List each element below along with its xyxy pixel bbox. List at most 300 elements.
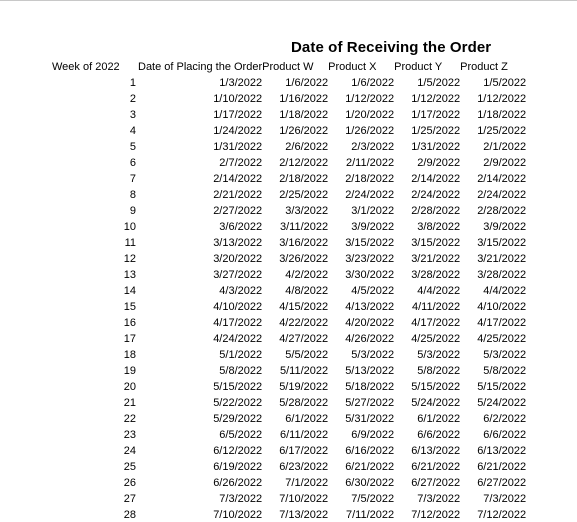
product-x-cell-text: 1/6/2022 bbox=[351, 77, 395, 89]
placed-date-cell-text: 1/24/2022 bbox=[213, 125, 263, 137]
placed-date-cell[interactable] bbox=[138, 203, 262, 219]
header-week[interactable]: Week of 2022 bbox=[52, 61, 120, 73]
product-z-cell-text: 4/10/2022 bbox=[477, 301, 527, 313]
product-w-cell[interactable] bbox=[262, 155, 328, 171]
product-z-cell-text: 5/15/2022 bbox=[477, 381, 527, 393]
product-y-cell[interactable] bbox=[394, 171, 460, 187]
table-row bbox=[52, 107, 526, 123]
product-x-cell-text: 3/9/2022 bbox=[351, 221, 395, 233]
sheet-title: Date of Receiving the Order bbox=[291, 39, 492, 56]
product-y-cell-text: 6/6/2022 bbox=[417, 429, 461, 441]
week-cell-text: 7 bbox=[129, 173, 136, 185]
week-cell[interactable] bbox=[52, 267, 138, 283]
placed-date-cell[interactable] bbox=[138, 411, 262, 427]
product-y-cell-text: 5/3/2022 bbox=[417, 349, 461, 361]
header-placed[interactable]: Date of Placing the Order bbox=[138, 61, 263, 73]
product-w-cell[interactable] bbox=[262, 299, 328, 315]
product-y-cell[interactable] bbox=[394, 347, 460, 363]
product-w-cell[interactable] bbox=[262, 219, 328, 235]
product-x-cell[interactable] bbox=[328, 491, 394, 507]
product-x-cell-text: 2/11/2022 bbox=[346, 157, 395, 169]
product-w-cell[interactable] bbox=[262, 427, 328, 443]
placed-date-cell-text: 4/17/2022 bbox=[213, 317, 263, 329]
week-cell[interactable] bbox=[52, 123, 138, 139]
product-x-cell[interactable] bbox=[328, 187, 394, 203]
product-z-cell[interactable] bbox=[460, 363, 526, 379]
product-w-cell[interactable] bbox=[262, 347, 328, 363]
product-y-cell-text: 2/9/2022 bbox=[417, 157, 461, 169]
table-row bbox=[52, 219, 526, 235]
week-cell-text: 13 bbox=[123, 269, 136, 281]
week-cell[interactable] bbox=[52, 395, 138, 411]
table-row bbox=[52, 363, 526, 379]
product-x-cell-text: 3/30/2022 bbox=[345, 269, 395, 281]
product-w-cell[interactable] bbox=[262, 203, 328, 219]
product-x-cell-text: 7/11/2022 bbox=[346, 509, 395, 521]
product-y-cell[interactable] bbox=[394, 411, 460, 427]
table-row bbox=[52, 443, 526, 459]
product-z-cell[interactable] bbox=[460, 347, 526, 363]
placed-date-cell[interactable] bbox=[138, 235, 262, 251]
product-y-cell[interactable] bbox=[394, 267, 460, 283]
product-w-cell-text: 2/18/2022 bbox=[279, 173, 329, 185]
table-row bbox=[52, 427, 526, 443]
week-cell[interactable] bbox=[52, 379, 138, 395]
product-x-cell[interactable] bbox=[328, 139, 394, 155]
product-w-cell-text: 6/23/2022 bbox=[279, 461, 329, 473]
week-cell[interactable] bbox=[52, 507, 138, 522]
placed-date-cell-text: 3/6/2022 bbox=[219, 221, 263, 233]
week-cell[interactable] bbox=[52, 315, 138, 331]
product-w-cell[interactable] bbox=[262, 379, 328, 395]
placed-date-cell[interactable] bbox=[138, 283, 262, 299]
product-w-cell[interactable] bbox=[262, 315, 328, 331]
week-cell[interactable] bbox=[52, 347, 138, 363]
header-row bbox=[52, 59, 526, 75]
product-w-cell[interactable] bbox=[262, 123, 328, 139]
table-row bbox=[52, 235, 526, 251]
week-cell-text: 18 bbox=[123, 349, 136, 361]
product-x-cell[interactable] bbox=[328, 507, 394, 522]
product-y-cell-text: 1/5/2022 bbox=[417, 77, 461, 89]
product-y-cell-text: 1/25/2022 bbox=[411, 125, 461, 137]
product-w-cell[interactable] bbox=[262, 395, 328, 411]
product-z-cell[interactable] bbox=[460, 283, 526, 299]
product-y-cell[interactable] bbox=[394, 219, 460, 235]
header-product-w[interactable]: Product W bbox=[262, 61, 314, 73]
product-y-cell[interactable] bbox=[394, 395, 460, 411]
product-y-cell-text: 3/15/2022 bbox=[411, 237, 461, 249]
product-z-cell[interactable] bbox=[460, 331, 526, 347]
table-row bbox=[52, 267, 526, 283]
product-z-cell-text: 2/1/2022 bbox=[483, 141, 527, 153]
product-w-cell[interactable] bbox=[262, 75, 328, 91]
placed-date-cell[interactable] bbox=[138, 315, 262, 331]
product-z-cell-text: 3/9/2022 bbox=[483, 221, 527, 233]
week-cell[interactable] bbox=[52, 411, 138, 427]
product-y-cell-text: 6/27/2022 bbox=[411, 477, 461, 489]
product-y-cell[interactable] bbox=[394, 299, 460, 315]
product-y-cell[interactable] bbox=[394, 443, 460, 459]
placed-date-cell[interactable] bbox=[138, 395, 262, 411]
product-z-cell-text: 7/12/2022 bbox=[477, 509, 527, 521]
product-x-cell[interactable] bbox=[328, 283, 394, 299]
week-cell-text: 12 bbox=[123, 253, 136, 265]
product-w-cell[interactable] bbox=[262, 491, 328, 507]
product-z-cell[interactable] bbox=[460, 235, 526, 251]
table-row bbox=[52, 507, 526, 522]
week-cell[interactable] bbox=[52, 91, 138, 107]
week-cell[interactable] bbox=[52, 331, 138, 347]
product-x-cell-text: 5/27/2022 bbox=[345, 397, 395, 409]
product-w-cell-text: 5/28/2022 bbox=[279, 397, 329, 409]
placed-date-cell[interactable] bbox=[138, 347, 262, 363]
placed-date-cell-text: 3/20/2022 bbox=[213, 253, 263, 265]
product-z-cell[interactable] bbox=[460, 459, 526, 475]
product-z-cell[interactable] bbox=[460, 75, 526, 91]
product-x-cell[interactable] bbox=[328, 267, 394, 283]
product-z-cell-text: 1/25/2022 bbox=[477, 125, 527, 137]
placed-date-cell-text: 1/3/2022 bbox=[219, 77, 263, 89]
table-row bbox=[52, 395, 526, 411]
product-w-cell[interactable] bbox=[262, 459, 328, 475]
table-row bbox=[52, 331, 526, 347]
product-y-cell-text: 1/17/2022 bbox=[411, 109, 461, 121]
week-cell[interactable] bbox=[52, 475, 138, 491]
table-row bbox=[52, 379, 526, 395]
placed-date-cell[interactable] bbox=[138, 507, 262, 522]
product-w-cell[interactable] bbox=[262, 475, 328, 491]
week-cell-text: 20 bbox=[123, 381, 136, 393]
product-y-cell[interactable] bbox=[394, 283, 460, 299]
table-row bbox=[52, 75, 526, 91]
product-x-cell[interactable] bbox=[328, 107, 394, 123]
product-w-cell[interactable] bbox=[262, 267, 328, 283]
product-y-cell[interactable] bbox=[394, 363, 460, 379]
placed-date-cell[interactable] bbox=[138, 491, 262, 507]
product-x-cell[interactable] bbox=[328, 235, 394, 251]
week-cell-text: 10 bbox=[123, 221, 136, 233]
placed-date-cell[interactable] bbox=[138, 475, 262, 491]
week-cell[interactable] bbox=[52, 187, 138, 203]
data-table bbox=[52, 59, 526, 522]
product-y-cell[interactable] bbox=[394, 251, 460, 267]
product-y-cell[interactable] bbox=[394, 507, 460, 522]
product-w-cell[interactable] bbox=[262, 171, 328, 187]
placed-date-cell-text: 6/12/2022 bbox=[213, 445, 263, 457]
product-x-cell-text: 3/1/2022 bbox=[351, 205, 395, 217]
product-z-cell[interactable] bbox=[460, 171, 526, 187]
week-cell[interactable] bbox=[52, 139, 138, 155]
product-z-cell-text: 6/6/2022 bbox=[483, 429, 527, 441]
placed-date-cell-text: 2/14/2022 bbox=[213, 173, 263, 185]
week-cell-text: 22 bbox=[123, 413, 136, 425]
product-x-cell[interactable] bbox=[328, 411, 394, 427]
product-x-cell-text: 6/30/2022 bbox=[345, 477, 395, 489]
product-z-cell-text: 2/28/2022 bbox=[477, 205, 527, 217]
product-x-cell-text: 5/31/2022 bbox=[345, 413, 395, 425]
placed-date-cell[interactable] bbox=[138, 91, 262, 107]
placed-date-cell-text: 5/1/2022 bbox=[219, 349, 263, 361]
header-product-y[interactable]: Product Y bbox=[394, 61, 443, 73]
week-cell[interactable] bbox=[52, 427, 138, 443]
product-w-cell-text: 2/25/2022 bbox=[279, 189, 329, 201]
product-y-cell[interactable] bbox=[394, 203, 460, 219]
product-z-cell[interactable] bbox=[460, 203, 526, 219]
product-w-cell[interactable] bbox=[262, 283, 328, 299]
table-body bbox=[52, 75, 526, 522]
placed-date-cell[interactable] bbox=[138, 219, 262, 235]
product-w-cell[interactable] bbox=[262, 331, 328, 347]
product-y-cell-text: 3/28/2022 bbox=[411, 269, 461, 281]
product-z-cell[interactable] bbox=[460, 395, 526, 411]
product-x-cell[interactable] bbox=[328, 347, 394, 363]
placed-date-cell-text: 1/10/2022 bbox=[213, 93, 263, 105]
week-cell-text: 9 bbox=[129, 205, 136, 217]
product-x-cell[interactable] bbox=[328, 395, 394, 411]
product-w-cell[interactable] bbox=[262, 251, 328, 267]
product-z-cell[interactable] bbox=[460, 155, 526, 171]
product-w-cell-text: 4/22/2022 bbox=[279, 317, 329, 329]
placed-date-cell[interactable] bbox=[138, 267, 262, 283]
week-cell[interactable] bbox=[52, 363, 138, 379]
week-cell[interactable] bbox=[52, 219, 138, 235]
product-x-cell[interactable] bbox=[328, 475, 394, 491]
product-z-cell[interactable] bbox=[460, 139, 526, 155]
product-x-cell[interactable] bbox=[328, 443, 394, 459]
header-product-x[interactable]: Product X bbox=[328, 61, 377, 73]
product-x-cell[interactable] bbox=[328, 155, 394, 171]
week-cell[interactable] bbox=[52, 459, 138, 475]
product-x-cell[interactable] bbox=[328, 91, 394, 107]
product-w-cell[interactable] bbox=[262, 235, 328, 251]
product-y-cell-text: 5/8/2022 bbox=[417, 365, 461, 377]
product-w-cell-text: 7/1/2022 bbox=[285, 477, 329, 489]
product-z-cell[interactable] bbox=[460, 107, 526, 123]
table-row bbox=[52, 91, 526, 107]
product-z-cell[interactable] bbox=[460, 219, 526, 235]
placed-date-cell[interactable] bbox=[138, 443, 262, 459]
table-row bbox=[52, 299, 526, 315]
placed-date-cell[interactable] bbox=[138, 427, 262, 443]
week-cell[interactable] bbox=[52, 155, 138, 171]
product-y-cell[interactable] bbox=[394, 459, 460, 475]
product-x-cell[interactable] bbox=[328, 203, 394, 219]
placed-date-cell[interactable] bbox=[138, 155, 262, 171]
product-x-cell-text: 7/5/2022 bbox=[351, 493, 395, 505]
placed-date-cell-text: 1/31/2022 bbox=[213, 141, 263, 153]
product-w-cell-text: 2/6/2022 bbox=[285, 141, 329, 153]
product-y-cell[interactable] bbox=[394, 123, 460, 139]
product-y-cell[interactable] bbox=[394, 187, 460, 203]
week-cell-text: 3 bbox=[129, 109, 136, 121]
product-w-cell-text: 3/11/2022 bbox=[280, 221, 329, 233]
product-w-cell[interactable] bbox=[262, 91, 328, 107]
table-row bbox=[52, 155, 526, 171]
product-y-cell-text: 6/13/2022 bbox=[411, 445, 461, 457]
product-y-cell[interactable] bbox=[394, 235, 460, 251]
placed-date-cell[interactable] bbox=[138, 171, 262, 187]
week-cell-text: 23 bbox=[123, 429, 136, 441]
placed-date-cell-text: 5/29/2022 bbox=[213, 413, 263, 425]
product-z-cell[interactable] bbox=[460, 379, 526, 395]
product-y-cell[interactable] bbox=[394, 139, 460, 155]
product-w-cell-text: 5/5/2022 bbox=[285, 349, 329, 361]
week-cell-text: 8 bbox=[129, 189, 136, 201]
table-row bbox=[52, 251, 526, 267]
product-y-cell[interactable] bbox=[394, 331, 460, 347]
placed-date-cell[interactable] bbox=[138, 107, 262, 123]
week-cell-text: 26 bbox=[123, 477, 136, 489]
product-x-cell-text: 4/20/2022 bbox=[345, 317, 395, 329]
week-cell-text: 2 bbox=[129, 93, 136, 105]
product-y-cell[interactable] bbox=[394, 75, 460, 91]
product-w-cell-text: 7/10/2022 bbox=[279, 493, 329, 505]
product-w-cell-text: 1/18/2022 bbox=[279, 109, 329, 121]
product-z-cell[interactable] bbox=[460, 267, 526, 283]
product-z-cell[interactable] bbox=[460, 443, 526, 459]
product-y-cell-text: 2/24/2022 bbox=[411, 189, 461, 201]
product-y-cell-text: 3/8/2022 bbox=[417, 221, 461, 233]
week-cell[interactable] bbox=[52, 203, 138, 219]
product-z-cell[interactable] bbox=[460, 507, 526, 522]
placed-date-cell[interactable] bbox=[138, 187, 262, 203]
product-x-cell[interactable] bbox=[328, 379, 394, 395]
product-z-cell-text: 1/18/2022 bbox=[477, 109, 527, 121]
product-w-cell[interactable] bbox=[262, 139, 328, 155]
week-cell[interactable] bbox=[52, 171, 138, 187]
product-x-cell-text: 2/18/2022 bbox=[345, 173, 395, 185]
table-row bbox=[52, 347, 526, 363]
product-x-cell[interactable] bbox=[328, 315, 394, 331]
product-z-cell[interactable] bbox=[460, 251, 526, 267]
product-y-cell[interactable] bbox=[394, 107, 460, 123]
product-x-cell[interactable] bbox=[328, 123, 394, 139]
product-y-cell[interactable] bbox=[394, 427, 460, 443]
product-w-cell[interactable] bbox=[262, 363, 328, 379]
placed-date-cell-text: 7/3/2022 bbox=[219, 493, 263, 505]
product-x-cell[interactable] bbox=[328, 251, 394, 267]
week-cell-text: 21 bbox=[123, 397, 136, 409]
week-cell[interactable] bbox=[52, 75, 138, 91]
week-cell[interactable] bbox=[52, 283, 138, 299]
table-row bbox=[52, 283, 526, 299]
product-w-cell[interactable] bbox=[262, 443, 328, 459]
product-w-cell-text: 1/6/2022 bbox=[285, 77, 329, 89]
week-cell-text: 24 bbox=[123, 445, 136, 457]
product-y-cell[interactable] bbox=[394, 379, 460, 395]
product-x-cell-text: 2/24/2022 bbox=[345, 189, 395, 201]
week-cell-text: 17 bbox=[123, 333, 136, 345]
placed-date-cell[interactable] bbox=[138, 331, 262, 347]
product-w-cell[interactable] bbox=[262, 507, 328, 522]
week-cell[interactable] bbox=[52, 443, 138, 459]
week-cell[interactable] bbox=[52, 491, 138, 507]
product-z-cell[interactable] bbox=[460, 123, 526, 139]
placed-date-cell[interactable] bbox=[138, 251, 262, 267]
product-w-cell-text: 5/19/2022 bbox=[279, 381, 329, 393]
product-y-cell-text: 4/25/2022 bbox=[411, 333, 461, 345]
product-z-cell[interactable] bbox=[460, 427, 526, 443]
product-x-cell-text: 6/21/2022 bbox=[345, 461, 395, 473]
table-row bbox=[52, 411, 526, 427]
product-z-cell-text: 3/28/2022 bbox=[477, 269, 527, 281]
product-y-cell[interactable] bbox=[394, 315, 460, 331]
product-y-cell-text: 1/12/2022 bbox=[411, 93, 461, 105]
product-y-cell[interactable] bbox=[394, 91, 460, 107]
product-z-cell[interactable] bbox=[460, 91, 526, 107]
product-y-cell[interactable] bbox=[394, 475, 460, 491]
product-z-cell-text: 1/5/2022 bbox=[483, 77, 527, 89]
product-w-cell-text: 4/2/2022 bbox=[285, 269, 329, 281]
placed-date-cell[interactable] bbox=[138, 459, 262, 475]
week-cell[interactable] bbox=[52, 107, 138, 123]
table-row bbox=[52, 203, 526, 219]
product-y-cell-text: 4/11/2022 bbox=[412, 301, 461, 313]
product-y-cell-text: 2/28/2022 bbox=[411, 205, 461, 217]
product-w-cell[interactable] bbox=[262, 107, 328, 123]
product-w-cell-text: 5/11/2022 bbox=[280, 365, 329, 377]
week-cell[interactable] bbox=[52, 251, 138, 267]
product-x-cell-text: 1/26/2022 bbox=[345, 125, 395, 137]
product-y-cell[interactable] bbox=[394, 155, 460, 171]
product-x-cell[interactable] bbox=[328, 171, 394, 187]
week-cell-text: 1 bbox=[129, 77, 136, 89]
product-x-cell[interactable] bbox=[328, 363, 394, 379]
product-x-cell-text: 2/3/2022 bbox=[351, 141, 395, 153]
product-y-cell-text: 6/21/2022 bbox=[411, 461, 461, 473]
product-x-cell[interactable] bbox=[328, 75, 394, 91]
product-z-cell[interactable] bbox=[460, 187, 526, 203]
product-z-cell[interactable] bbox=[460, 315, 526, 331]
product-x-cell[interactable] bbox=[328, 331, 394, 347]
product-w-cell-text: 1/16/2022 bbox=[279, 93, 329, 105]
placed-date-cell[interactable] bbox=[138, 75, 262, 91]
header-product-z[interactable]: Product Z bbox=[460, 61, 508, 73]
product-y-cell[interactable] bbox=[394, 491, 460, 507]
week-cell-text: 11 bbox=[124, 237, 136, 249]
week-cell[interactable] bbox=[52, 235, 138, 251]
product-z-cell-text: 2/9/2022 bbox=[483, 157, 527, 169]
placed-date-cell[interactable] bbox=[138, 299, 262, 315]
week-cell[interactable] bbox=[52, 299, 138, 315]
product-x-cell[interactable] bbox=[328, 459, 394, 475]
placed-date-cell[interactable] bbox=[138, 379, 262, 395]
placed-date-cell-text: 2/27/2022 bbox=[213, 205, 263, 217]
placed-date-cell[interactable] bbox=[138, 139, 262, 155]
placed-date-cell-text: 6/19/2022 bbox=[213, 461, 263, 473]
week-cell-text: 27 bbox=[123, 493, 136, 505]
placed-date-cell[interactable] bbox=[138, 123, 262, 139]
week-cell-text: 19 bbox=[123, 365, 136, 377]
product-z-cell-text: 7/3/2022 bbox=[483, 493, 527, 505]
product-z-cell[interactable] bbox=[460, 491, 526, 507]
product-z-cell[interactable] bbox=[460, 475, 526, 491]
product-z-cell-text: 6/13/2022 bbox=[477, 445, 527, 457]
product-z-cell[interactable] bbox=[460, 411, 526, 427]
product-x-cell[interactable] bbox=[328, 219, 394, 235]
product-w-cell[interactable] bbox=[262, 187, 328, 203]
placed-date-cell[interactable] bbox=[138, 363, 262, 379]
product-y-cell-text: 4/4/2022 bbox=[417, 285, 461, 297]
product-w-cell[interactable] bbox=[262, 411, 328, 427]
product-w-cell-text: 3/16/2022 bbox=[279, 237, 329, 249]
placed-date-cell-text: 3/13/2022 bbox=[213, 237, 263, 249]
product-x-cell[interactable] bbox=[328, 427, 394, 443]
week-cell-text: 5 bbox=[129, 141, 136, 153]
product-z-cell[interactable] bbox=[460, 299, 526, 315]
product-x-cell[interactable] bbox=[328, 299, 394, 315]
